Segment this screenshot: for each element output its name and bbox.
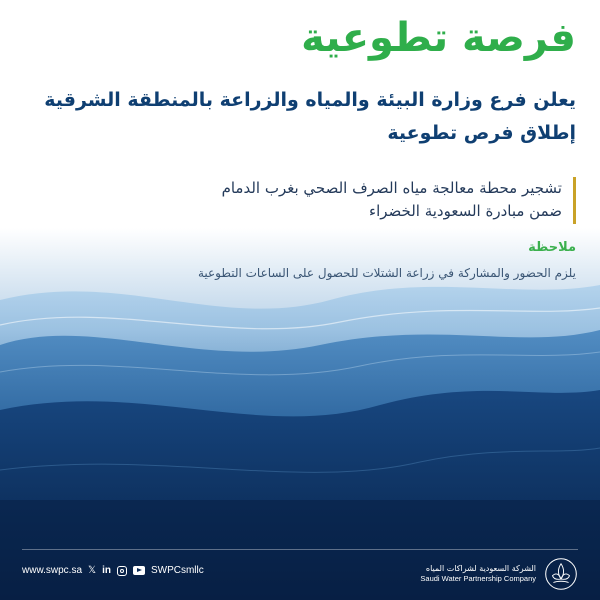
description-line-1: تشجير محطة معالجة مياه الصرف الصحي بغرب الدمام (221, 179, 562, 197)
youtube-icon[interactable] (133, 566, 145, 575)
x-icon[interactable]: 𝕏 (88, 564, 97, 576)
footer-divider (22, 549, 578, 550)
page-title: فرصة تطوعية (301, 15, 576, 61)
announcement-headline (16, 84, 576, 151)
social-handle[interactable]: SWPCsmllc (150, 565, 204, 576)
headline-line-1: يعلن فرع وزارة البيئة والمياه والزراعة بالمنطقة الشرقية (44, 89, 576, 111)
note-text: يلزم الحضور والمشاركة في زراعة الشتلات للحصول على الساعات التطوعية (197, 266, 576, 280)
opportunity-description (222, 177, 576, 224)
note-label: ملاحظة (528, 240, 576, 255)
instagram-icon[interactable] (117, 566, 127, 576)
linkedin-icon[interactable]: in (102, 564, 111, 576)
company-name-ar: الشركة السعودية لشراكات المياه (425, 563, 536, 573)
company-branding (420, 557, 578, 591)
company-logo-icon (544, 557, 578, 591)
website-link[interactable]: www.swpc.sa (22, 565, 83, 576)
headline-line-2: إطلاق فرص تطوعية (387, 122, 576, 145)
company-name-en: Saudi Water Partnership Company (420, 574, 536, 584)
description-line-2: ضمن مبادرة السعودية الخضراء (369, 202, 562, 221)
footer-contact (22, 565, 204, 576)
